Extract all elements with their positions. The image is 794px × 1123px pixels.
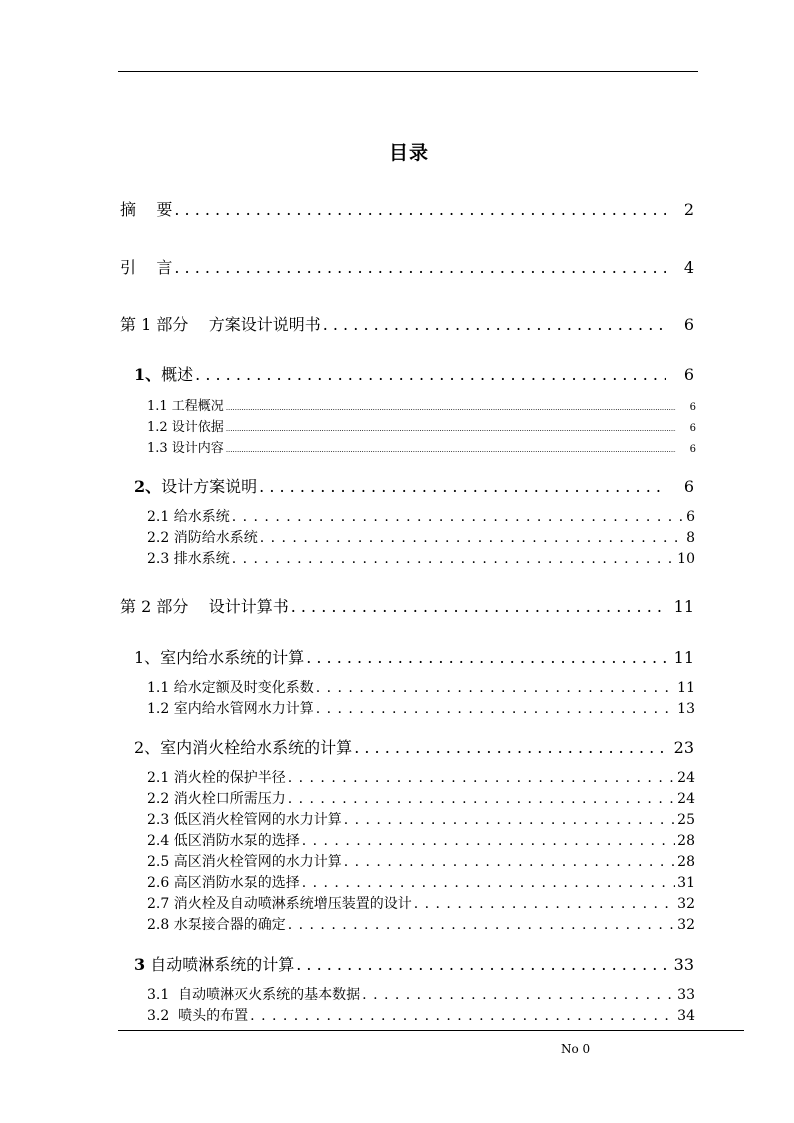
toc-page-number: 6 <box>689 402 696 413</box>
toc-entry-hydrant-radius[interactable] <box>147 767 695 787</box>
toc-text: 自动喷淋系统的计算 <box>145 955 295 974</box>
toc-entry-booster-device[interactable] <box>147 893 695 913</box>
toc-leader <box>195 365 666 384</box>
toc-label: 摘 要 <box>120 200 173 219</box>
toc-leader <box>344 812 675 828</box>
toc-entry-low-zone-hydraulic[interactable] <box>147 809 695 829</box>
toc-leader <box>174 258 666 277</box>
toc-text: 设计方案说明 <box>161 477 258 496</box>
toc-label <box>134 474 257 497</box>
toc-leader <box>288 917 675 933</box>
toc-page-number: 6 <box>683 315 694 334</box>
toc-leader <box>260 530 684 546</box>
toc-leader <box>344 854 675 870</box>
toc-leader <box>306 648 666 667</box>
toc-entry-intro[interactable] <box>120 255 694 278</box>
toc-label: 2.5 高区消火栓管网的水力计算 <box>147 854 342 870</box>
toc-page-number: 11 <box>673 597 694 616</box>
toc-entry-fire-water[interactable] <box>147 527 695 547</box>
toc-label: 2.1 给水系统 <box>147 509 230 525</box>
toc-entry-part2[interactable] <box>120 594 694 617</box>
toc-leader <box>291 597 666 616</box>
toc-page-number: 6 <box>689 444 696 455</box>
toc-page-number: 10 <box>677 551 695 567</box>
toc-page-number: 4 <box>683 258 694 277</box>
toc-page-number: 28 <box>677 854 695 870</box>
toc-entry-abstract[interactable] <box>120 197 694 220</box>
toc-leader <box>302 875 675 891</box>
toc-label: 2.3 排水系统 <box>147 551 230 567</box>
toc-entry-overview[interactable] <box>134 362 694 385</box>
toc-label <box>134 952 294 975</box>
toc-page-number: 11 <box>677 680 695 696</box>
toc-leader <box>316 701 675 717</box>
toc-label: 3.1 自动喷淋灭火系统的基本数据 <box>147 987 361 1003</box>
toc-entry-water-supply[interactable] <box>147 506 695 526</box>
toc-page-number: 33 <box>677 987 695 1003</box>
toc-label: 2.3 低区消火栓管网的水力计算 <box>147 812 342 828</box>
toc-entry-hydrant-calc[interactable] <box>134 735 694 758</box>
toc-entry-water-quota[interactable] <box>147 677 695 697</box>
toc-entry-sprinkler-basic-data[interactable] <box>147 984 695 1004</box>
toc-page-number: 6 <box>683 477 694 496</box>
toc-page-number: 31 <box>677 875 695 891</box>
toc-leader <box>226 425 676 433</box>
toc-page-number: 24 <box>677 770 695 786</box>
toc-page-number: 13 <box>677 701 695 717</box>
toc-label: 1.1 给水定额及时变化系数 <box>147 680 314 696</box>
toc-leader <box>354 738 666 757</box>
toc-label: 1.3 设计内容 <box>147 441 224 456</box>
toc-leader <box>323 315 666 334</box>
toc-entry-design-plan[interactable] <box>134 474 694 497</box>
toc-page-number: 6 <box>689 423 696 434</box>
toc-leader <box>414 896 675 912</box>
toc-leader <box>250 1008 675 1024</box>
toc-page-number: 25 <box>677 812 695 828</box>
toc-label: 2.2 消防给水系统 <box>147 530 258 546</box>
toc-label: 1.2 室内给水管网水力计算 <box>147 701 314 717</box>
toc-page-number: 24 <box>677 791 695 807</box>
toc-page-number: 2 <box>683 200 694 219</box>
toc-label: 第 1 部分 方案设计说明书 <box>120 315 321 334</box>
footer-rule <box>118 1030 744 1031</box>
toc-label: 2.8 水泵接合器的确定 <box>147 917 286 933</box>
toc-page-number: 28 <box>677 833 695 849</box>
toc-label <box>134 362 193 385</box>
toc-leader <box>288 791 675 807</box>
toc-number: 2、 <box>134 477 162 496</box>
toc-leader <box>174 200 666 219</box>
page-title: 目录 <box>388 142 429 164</box>
toc-label: 引 言 <box>120 258 173 277</box>
toc-page-number: 34 <box>677 1008 695 1024</box>
toc-label: 2.6 高区消防水泵的选择 <box>147 875 300 891</box>
toc-page-number: 11 <box>673 648 694 667</box>
toc-page-number: 8 <box>686 530 695 546</box>
toc-page-number: 6 <box>686 509 695 525</box>
toc-leader <box>302 833 675 849</box>
toc-page-number: 6 <box>683 365 694 384</box>
toc-leader <box>288 770 675 786</box>
toc-number: 1、 <box>134 365 162 384</box>
toc-entry-nozzle-layout[interactable] <box>147 1005 695 1025</box>
toc-entry-high-zone-pump[interactable] <box>147 872 695 892</box>
toc-entry-part1[interactable] <box>120 312 694 335</box>
toc-label: 3.2 喷头的布置 <box>147 1008 249 1024</box>
toc-entry-indoor-water-calc[interactable] <box>134 645 694 668</box>
toc-entry-low-zone-pump[interactable] <box>147 830 695 850</box>
toc-page-number: 23 <box>673 738 694 757</box>
toc-leader <box>232 509 684 525</box>
toc-label: 2.2 消火栓口所需压力 <box>147 791 286 807</box>
toc-label: 2、室内消火栓给水系统的计算 <box>134 738 353 757</box>
toc-leader <box>226 446 676 454</box>
toc-text: 概述 <box>161 365 194 384</box>
page-footer-number: No 0 <box>561 1042 591 1056</box>
toc-entry-sprinkler-calc[interactable] <box>134 952 694 975</box>
header-rule <box>118 71 698 72</box>
toc-page-number: 32 <box>677 917 695 933</box>
toc-entry-design-content[interactable] <box>147 437 696 456</box>
toc-label: 1、室内给水系统的计算 <box>134 648 305 667</box>
toc-entry-high-zone-hydraulic[interactable] <box>147 851 695 871</box>
toc-page-number: 33 <box>673 955 694 974</box>
toc-entry-hydrant-pressure[interactable] <box>147 788 695 808</box>
toc-leader <box>296 955 666 974</box>
toc-label: 2.4 低区消防水泵的选择 <box>147 833 300 849</box>
toc-entry-design-basis[interactable] <box>147 416 696 435</box>
toc-page-number: 32 <box>677 896 695 912</box>
toc-leader <box>226 404 676 412</box>
toc-leader <box>362 987 675 1003</box>
toc-label: 第 2 部分 设计计算书 <box>120 597 289 616</box>
toc-leader <box>259 477 666 496</box>
toc-label: 1.2 设计依据 <box>147 420 224 435</box>
toc-label: 2.1 消火栓的保护半径 <box>147 770 286 786</box>
toc-label: 1.1 工程概况 <box>147 399 224 414</box>
toc-leader <box>316 680 675 696</box>
toc-entry-pump-adapter[interactable] <box>147 914 695 934</box>
toc-entry-project-overview[interactable] <box>147 395 696 414</box>
toc-leader <box>232 551 675 567</box>
toc-entry-drainage[interactable] <box>147 548 695 568</box>
toc-entry-pipe-hydraulic[interactable] <box>147 698 695 718</box>
toc-label: 2.7 消火栓及自动喷淋系统增压装置的设计 <box>147 896 412 912</box>
toc-number: 3 <box>134 955 146 974</box>
